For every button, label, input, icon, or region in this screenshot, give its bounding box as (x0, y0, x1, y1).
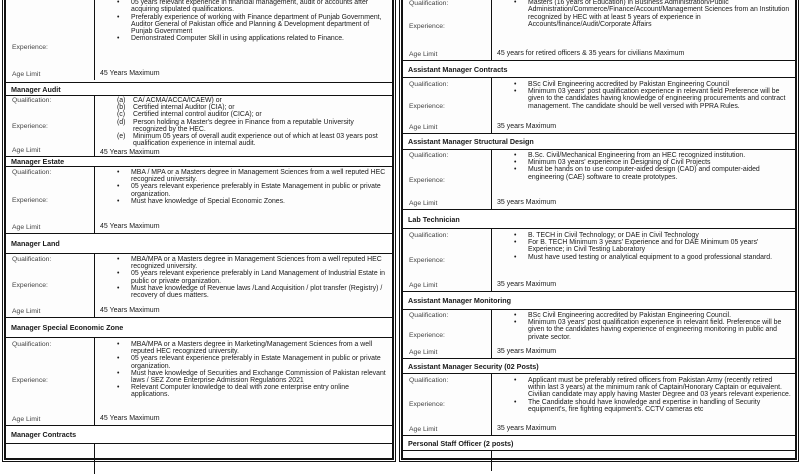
section-title: Manager Contracts (6, 425, 392, 444)
label-column (6, 444, 95, 474)
job-section (403, 0, 795, 60)
label-column (403, 150, 492, 209)
requirement-item (514, 88, 791, 110)
label-column (6, 167, 95, 233)
label-column (403, 0, 492, 60)
requirement-item (117, 370, 388, 384)
requirement-text: Minimum 03 years' post qualification experience in relevant field. Preference will be given to the candidates having experience of engineering monitoring in public and private sector. (528, 319, 782, 341)
label-qualification: Qualification: (409, 232, 449, 239)
requirement-item (117, 169, 388, 183)
requirement-text: Minimum 03 years' post qualification experience in relevant field Preference will be given to the candidates having knowledge of engineering procurements and contract management. The candidate should be well versed with PPRA Rules. (528, 88, 786, 110)
label-age-limit: Age Limit (12, 224, 41, 231)
requirement-item (514, 312, 791, 319)
requirement-item (117, 0, 388, 14)
requirement-text: BSc Civil Engineering accredited by Pakistan Engineering Council (528, 81, 730, 88)
requirement-text: MBA/MPA or a Masters degree in Management Sciences from a well reputed HEC recognized university. (131, 256, 382, 271)
requirement-text: B. TECH in Civil Technology; or DAE in Civil Technology (528, 232, 699, 239)
requirements (492, 451, 795, 471)
bullet-icon: (a) (117, 97, 126, 104)
job-section (403, 451, 795, 471)
bullet-icon: • (117, 13, 120, 21)
age-limit-value: 45 Years Maximum (100, 223, 160, 230)
requirements (95, 96, 392, 156)
bullet-icon: • (117, 384, 120, 392)
job-section (6, 444, 392, 474)
bullet-icon: • (117, 270, 120, 278)
section-title: Lab Technician (403, 209, 795, 229)
job-section (403, 78, 795, 133)
label-qualification: Qualification: (409, 0, 449, 7)
requirement-item (514, 319, 791, 341)
age-limit-value: 35 years Maximum (497, 348, 557, 355)
requirement-list (492, 150, 795, 181)
requirement-text: Person holding a Master's degree in Finance from a reputable University recognized by the HEC. (133, 118, 354, 133)
requirements (492, 0, 795, 60)
section-title: Manager Land (6, 233, 392, 254)
bullet-icon: • (514, 166, 517, 174)
label-experience: Experience: (409, 176, 445, 184)
requirement-text: Applicant must be preferably retired officers from Pakistan Army (recently retired within last 3 years) at the minimum rank of Captain/Honorary Captain or equivalent. Civilian candidate may apply having Master Degree and 03 years relevant experience. (528, 377, 791, 399)
job-section (6, 0, 392, 80)
requirement-text: Minimum 03 years' experience in Designing of Civil Projects (528, 159, 711, 167)
bullet-icon: • (514, 0, 517, 7)
label-column (6, 338, 95, 425)
requirements (492, 310, 795, 358)
requirement-item (514, 232, 791, 239)
label-column (403, 374, 492, 435)
label-age-limit: Age Limit (12, 147, 41, 154)
requirements (95, 167, 392, 233)
requirements (95, 0, 392, 80)
requirement-item (117, 111, 388, 118)
requirement-list (95, 338, 392, 399)
label-qualification: Qualification: (12, 341, 52, 348)
requirement-list (95, 167, 392, 205)
bullet-icon: • (117, 197, 120, 205)
label-column (403, 310, 492, 358)
bullet-icon: • (514, 239, 517, 247)
section-title: Assistant Manager Contracts (403, 60, 795, 78)
requirement-list (492, 0, 795, 28)
requirement-text: MBA / MPA or a Masters degree in Management Sciences from a well reputed HEC recognized university. (131, 169, 386, 184)
requirement-item (117, 198, 388, 205)
requirement-text: Relevant Computer knowledge to deal with zone enterprise entry online applications. (131, 384, 349, 399)
bullet-icon: • (514, 312, 517, 319)
requirements (492, 150, 795, 209)
age-limit-value: 45 Years Maximum (100, 70, 160, 77)
bullet-icon: • (514, 88, 517, 96)
left-column (4, 0, 394, 460)
bullet-icon: • (514, 398, 517, 406)
requirement-text: Must have knowledge of Special Economic Zones. (131, 197, 285, 205)
requirement-text: CA/ ACMA/ACCA/ICAEW) or (133, 97, 222, 104)
requirement-text: 05 years relevant experience preferably in Estate Management in public or private organization. (131, 355, 381, 370)
label-qualification: Qualification: (12, 97, 52, 104)
label-age-limit: Age Limit (409, 200, 438, 207)
label-column (6, 254, 95, 317)
requirement-item (117, 384, 388, 398)
bullet-icon: (b) (117, 104, 126, 112)
age-limit-value: 35 years Maximum (497, 281, 557, 288)
bullet-icon: • (117, 341, 120, 348)
requirement-item (117, 256, 388, 270)
age-limit-value: 45 years for retired officers & 35 years for civilians Maximum (497, 50, 685, 57)
label-column (6, 0, 95, 80)
job-section (6, 167, 392, 233)
requirement-text: Certified internal control auditor (CICA); or (133, 111, 262, 119)
requirements (492, 78, 795, 133)
label-qualification: Qualification: (409, 312, 449, 319)
label-experience: Experience: (12, 196, 48, 204)
requirements (95, 338, 392, 425)
requirements (95, 254, 392, 317)
label-qualification: Qualification: (12, 169, 52, 176)
requirement-text: MBA/MPA or a Masters degree in Marketing/Management Sciences from a well reputed HEC recognized university. (131, 341, 373, 356)
requirements (95, 444, 392, 474)
section-title: Manager Special Economic Zone (6, 317, 392, 338)
requirement-text: Must have knowledge of Revenue laws /Land Acquisition / plot transfer (Registry) / recovery of dues matters. (131, 284, 383, 300)
job-section (403, 150, 795, 209)
bullet-icon: (c) (117, 111, 126, 119)
section-title: Manager Estate (6, 156, 392, 167)
requirement-text: For B. TECH Minimum 3 years' Experience and for DAE Minimum 05 years' Experience; in Civil Testing Laboratory (528, 239, 759, 254)
requirement-text: 05 years relevant experience in financial management, audit or accounts after acquiring stipulated qualifications. (131, 0, 369, 14)
requirement-item (514, 254, 791, 261)
label-age-limit: Age Limit (12, 416, 41, 423)
label-experience: Experience: (12, 123, 48, 130)
section-title: Assistant Manager Structural Design (403, 133, 795, 150)
requirement-item (514, 399, 791, 413)
bullet-icon: • (117, 284, 120, 292)
requirement-item (514, 0, 791, 28)
job-section (6, 96, 392, 156)
job-section (6, 254, 392, 317)
bullet-icon: • (117, 0, 120, 7)
label-experience: Experience: (409, 22, 445, 30)
bullet-icon: (e) (117, 133, 126, 141)
requirement-item (514, 239, 791, 253)
requirement-list (492, 78, 795, 110)
requirement-text: The Candidate should have knowledge and expertise in handling of Security equipment's, fire fighting equipment's. CCTV cameras etc (528, 398, 761, 413)
requirement-text: B.Sc. Civil/Mechanical Engineering from an HEC recognized institution. (528, 152, 746, 159)
requirement-list (95, 96, 392, 147)
requirement-item (117, 285, 388, 299)
bullet-icon: • (514, 232, 517, 239)
requirement-list (95, 254, 392, 299)
age-limit-value: 35 years Maximum (497, 199, 557, 206)
section-title: Assistant Manager Monitoring (403, 291, 795, 310)
age-limit-value: 45 Years Maximum (100, 149, 160, 157)
requirements (492, 229, 795, 291)
label-column (6, 96, 95, 156)
requirement-list (95, 444, 392, 446)
label-column (403, 229, 492, 291)
requirement-item (117, 97, 388, 104)
right-column (401, 0, 797, 460)
bullet-icon: • (514, 253, 517, 261)
label-qualification: Qualification: (12, 256, 52, 263)
label-experience: Experience: (409, 256, 445, 264)
requirement-text: Must have knowledge of Securities and Exchange Commission of Pakistan relevant laws / SEZ Zone Enterprise Admission Regulations 2021 (131, 369, 386, 385)
bullet-icon: • (117, 35, 120, 43)
bullet-icon: • (514, 319, 517, 327)
age-limit-value: 45 Years Maximum (100, 307, 160, 314)
requirement-item (514, 81, 791, 88)
requirement-item (514, 377, 791, 399)
requirement-item (117, 341, 388, 355)
requirement-item (117, 270, 388, 284)
bullet-icon: • (514, 81, 517, 88)
requirement-list (95, 0, 392, 42)
label-experience: Experience: (409, 331, 445, 339)
job-section (403, 374, 795, 435)
requirement-item (117, 133, 388, 147)
label-column (403, 78, 492, 133)
bullet-icon: • (514, 152, 517, 159)
requirement-item (117, 119, 388, 133)
label-age-limit: Age Limit (409, 426, 438, 433)
requirement-text: Demonstrated Computer Skill in using applications related to Finance. (131, 35, 344, 43)
requirement-item (117, 35, 388, 42)
bullet-icon: • (117, 183, 120, 191)
label-experience: Experience: (12, 282, 48, 290)
job-section (403, 310, 795, 358)
requirement-text: 05 years relevant experience preferably in Estate Management in public or private organization. (131, 183, 381, 198)
label-age-limit: Age Limit (12, 71, 41, 78)
label-age-limit: Age Limit (12, 308, 41, 315)
section-title: Personal Staff Officer (2 posts) (403, 435, 795, 451)
requirement-item (514, 166, 791, 180)
label-age-limit: Age Limit (409, 282, 438, 289)
requirement-item (117, 183, 388, 197)
requirement-list (492, 310, 795, 341)
bullet-icon: • (514, 159, 517, 167)
requirement-text: Must be hands on to use computer-aided design (CAD) and computer-aided engineering (CAE) software to create prototypes. (528, 166, 760, 181)
requirement-item (117, 355, 388, 369)
label-age-limit: Age Limit (409, 51, 438, 58)
bullet-icon: • (117, 256, 120, 263)
section-title: Manager Audit (6, 82, 392, 96)
requirement-text: Masters (16 years of Education) in Business Administration/Public Administration/Commerce/Finance/Account/Management Sciences from an Institution recognized by HEC with at least 5 years of experience in Accounts/finance/Audit/Corporate Affairs (528, 0, 790, 28)
requirements (492, 374, 795, 435)
age-limit-value: 45 Years Maximum (100, 415, 160, 422)
requirement-text: BSc Civil Engineering accredited by Pakistan Engineering Council. (528, 312, 732, 319)
label-age-limit: Age Limit (409, 349, 438, 356)
label-qualification: Qualification: (409, 377, 449, 384)
requirement-text: Minimum 05 years of overall audit experience out of which at least 03 years post qualification experience in internal audit. (133, 133, 378, 148)
requirement-item (514, 152, 791, 159)
requirement-item (514, 159, 791, 166)
requirement-list (492, 229, 795, 261)
bullet-icon: • (117, 355, 120, 363)
label-experience: Experience: (12, 377, 48, 385)
requirement-text: Preferably experience of working with Finance department of Punjab Government, Auditor General of Pakistan office and Planning & Development department of Punjab Government (131, 13, 382, 36)
label-experience: Experience: (409, 102, 445, 110)
job-section (403, 229, 795, 291)
section-title: Assistant Manager Security (02 Posts) (403, 358, 795, 374)
age-limit-value: 35 years Maximum (497, 425, 557, 432)
requirement-list (492, 374, 795, 413)
label-age-limit: Age Limit (409, 124, 438, 131)
requirement-item (117, 104, 388, 111)
label-qualification: Qualification: (409, 152, 449, 159)
label-experience: Experience: (409, 401, 445, 409)
requirement-text: 05 years relevant experience preferably in Land Management of Industrial Estate in public or private organization. (131, 270, 385, 285)
requirement-text: Certified internal Auditor (CIA); or (133, 104, 235, 112)
job-section (6, 338, 392, 425)
label-experience: Experience: (12, 43, 48, 51)
requirement-text: Must have used testing or analytical equipment to a good professional standard. (528, 253, 773, 261)
requirement-list (492, 451, 795, 453)
requirement-item (117, 14, 388, 36)
bullet-icon: (d) (117, 118, 126, 126)
age-limit-value: 35 years Maximum (497, 123, 557, 130)
bullet-icon: • (117, 169, 120, 176)
bullet-icon: • (117, 369, 120, 377)
bullet-icon: • (514, 377, 517, 384)
label-qualification: Qualification: (409, 81, 449, 88)
label-column (403, 451, 492, 471)
